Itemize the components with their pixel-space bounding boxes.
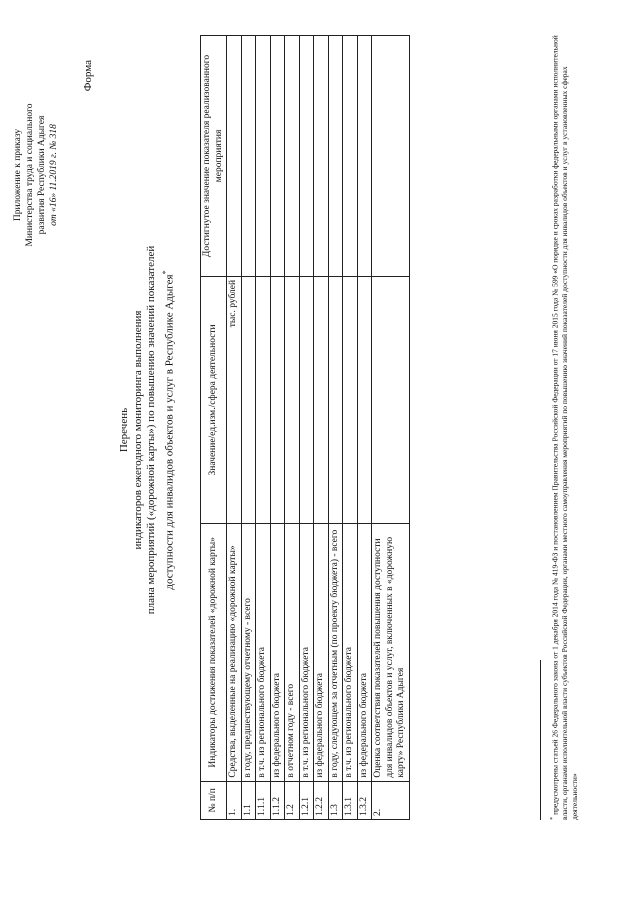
appendix-line-1: Приложение к приказу (13, 128, 23, 222)
title-footnote-mark: * (160, 270, 170, 275)
row-result (343, 36, 358, 277)
document-title (118, 105, 177, 755)
row-result (328, 36, 343, 277)
row-result (227, 36, 242, 277)
table-row (270, 36, 285, 820)
row-number: 1.1 (241, 781, 256, 819)
row-indicator: из федерального бюджета (314, 523, 329, 781)
row-value (299, 276, 314, 523)
header-result: Достигнутое значение показателя реализованного мероприятия (201, 36, 227, 277)
row-number: 1.3.1 (343, 781, 358, 819)
title-line-3: плана мероприятий («дорожной карты») по повышению значений показателей (145, 245, 157, 615)
row-number: 1.3 (328, 781, 343, 819)
row-indicator: Оценка соответствия показателей повышения доступности для инвалидов объектов и услуг, включенных в «дорожную карту» Республики Адыгея (372, 523, 410, 781)
row-indicator: в т.ч. из регионального бюджета (343, 523, 358, 781)
row-indicator: в отчетном году - всего (285, 523, 300, 781)
table-row (314, 36, 329, 820)
table-row (256, 36, 271, 820)
row-value: тыс. рублей (227, 276, 242, 523)
row-value (343, 276, 358, 523)
row-value (314, 276, 329, 523)
form-label: Форма (82, 60, 94, 92)
row-value (270, 276, 285, 523)
table-row (241, 36, 256, 820)
row-indicator: в году, следующем за отчетным (по проекту бюджета) - всего (328, 523, 343, 781)
header-indicator: Индикаторы достижения показателей «дорожной карты» (201, 523, 227, 781)
row-value (328, 276, 343, 523)
row-result (241, 36, 256, 277)
row-number: 1.1.1 (256, 781, 271, 819)
row-value (256, 276, 271, 523)
appendix-line-4: от «16» 11.2019 г. № 318 (49, 124, 59, 226)
footnote-text: предусмотрены статьей 26 Федерального закона от 1 декабря 2014 года № 419-ФЗ и постановлением Правительства Российской Федерации от 17 июня 2015 года № 599 «О порядке и сроках разработки федеральными органами исполнительной власти, органами исполнительной власти субъектов Российской Федерации, органами местного самоуправления мероприятий по повышению значений показателей доступности для инвалидов объектов и услуг в установленных сферах деятельности» (550, 35, 579, 820)
header-value: Значение/ед.изм./сфера деятельности (201, 276, 227, 523)
title-line-4: доступности для инвалидов объектов и услуг в Республике Адыгея* (160, 270, 176, 590)
row-number: 1.1.2 (270, 781, 285, 819)
row-indicator: в т.ч. из регионального бюджета (256, 523, 271, 781)
header-number: № п/п (201, 781, 227, 819)
table-row (343, 36, 358, 820)
table-row (357, 36, 372, 820)
row-indicator: в году, предшествующему отчетному - всего (241, 523, 256, 781)
row-indicator: из федерального бюджета (270, 523, 285, 781)
row-number: 1. (227, 781, 242, 819)
table-header-row (201, 36, 227, 820)
table-row (285, 36, 300, 820)
table-row (372, 36, 410, 820)
table-row (299, 36, 314, 820)
footnote-mark: * (549, 816, 556, 820)
row-indicator: в т.ч. из регионального бюджета (299, 523, 314, 781)
row-result (256, 36, 271, 277)
footnote (548, 35, 579, 820)
row-value (357, 276, 372, 523)
row-indicator: из федерального бюджета (357, 523, 372, 781)
title-line-2: индикаторов ежегодного мониторинга выполнения (131, 310, 144, 550)
row-number: 1.2.2 (314, 781, 329, 819)
row-value (241, 276, 256, 523)
row-result (270, 36, 285, 277)
row-result (372, 36, 410, 277)
row-result (285, 36, 300, 277)
row-number: 1.3.2 (357, 781, 372, 819)
title-line-1: Перечень (118, 407, 130, 453)
table-row (328, 36, 343, 820)
row-indicator: Средства, выделенные на реализацию «дорожной карты» (227, 523, 242, 781)
footnote-divider (540, 660, 541, 820)
row-number: 1.2.1 (299, 781, 314, 819)
indicators-table (200, 35, 410, 820)
row-number: 2. (372, 781, 410, 819)
appendix-line-3: развития Республики Адыгея (37, 115, 47, 235)
appendix-line-2: Министерства труда и социального (25, 103, 35, 247)
row-value (285, 276, 300, 523)
row-result (357, 36, 372, 277)
row-number: 1.2 (285, 781, 300, 819)
appendix-block (12, 80, 60, 270)
table-row (227, 36, 242, 820)
row-value (372, 276, 410, 523)
row-result (299, 36, 314, 277)
row-result (314, 36, 329, 277)
